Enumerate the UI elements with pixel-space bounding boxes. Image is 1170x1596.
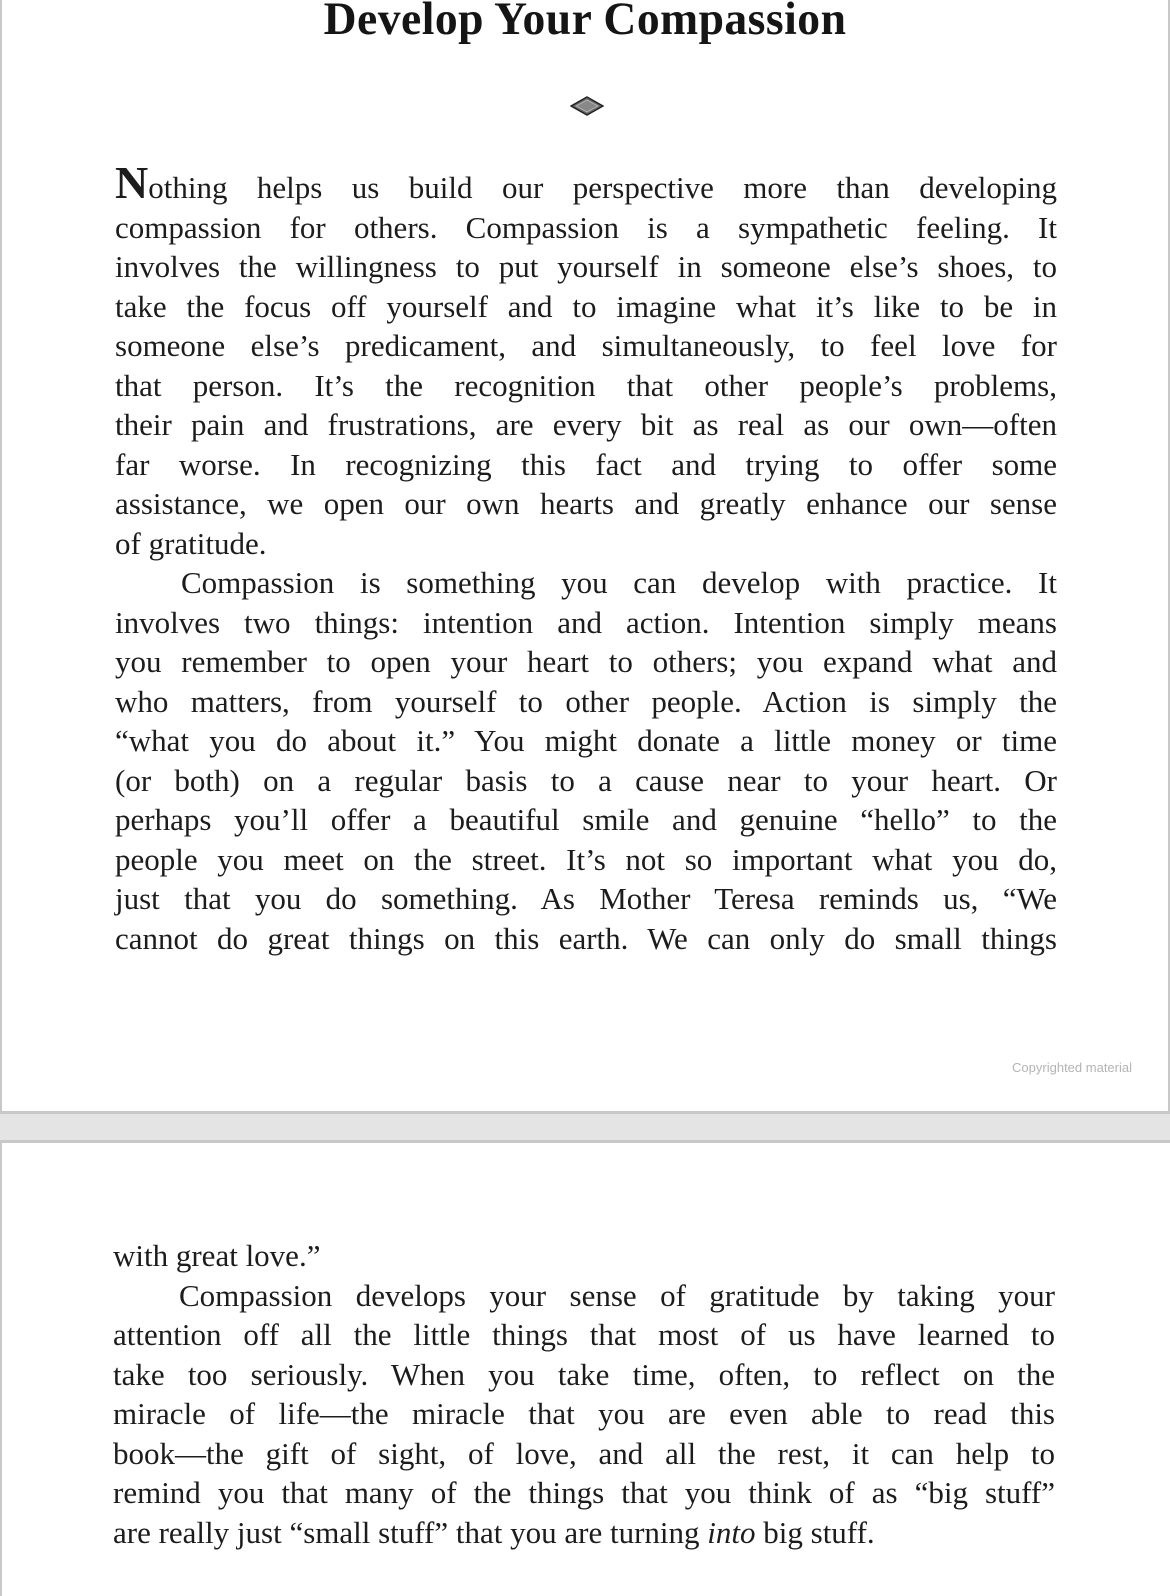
text-span: big stuff.: [755, 1514, 875, 1550]
text-line: who matters, from yourself to other people. Action is simply the: [115, 683, 1057, 719]
text-line: “what you do about it.” You might donate a little money or time: [115, 723, 1057, 758]
drop-cap: N: [115, 157, 149, 208]
text-line: book—the gift of sight, of love, and all the rest, it can help to: [113, 1435, 1055, 1471]
copyright-watermark: Copyrighted material: [1012, 1060, 1132, 1075]
text-line: Compassion is something you can develop with practice. It: [181, 565, 1057, 600]
text-line-final: [113, 1513, 1055, 1553]
text-line: of gratitude.: [115, 525, 267, 561]
diamond-ornament-icon: [570, 96, 604, 116]
text-line: cannot do great things on this earth. We can only do small things: [115, 920, 1057, 956]
text-line: perhaps you’ll offer a beautiful smile and genuine “hello” to the: [115, 802, 1057, 837]
italic-emphasis: into: [707, 1514, 756, 1550]
text-span: are really just “small stuff” that you are turning: [113, 1514, 708, 1550]
text-line: involves two things: intention and action. Intention simply means: [115, 604, 1057, 640]
text-line: far worse. In recognizing this fact and trying to offer some: [115, 446, 1057, 482]
text-line: their pain and frustrations, are every bit as real as our own—often: [115, 407, 1057, 442]
page2-body: [113, 1236, 1055, 1552]
text-line: take too seriously. When you take time, often, to reflect on the: [113, 1356, 1055, 1392]
text-line: take the focus off yourself and to imagine what it’s like to be in: [115, 288, 1057, 324]
text-line: someone else’s predicament, and simultaneously, to feel love for: [115, 328, 1057, 363]
first-line-text: othing helps us build our perspective more than developing: [148, 170, 1057, 205]
page1-body: [115, 157, 1057, 958]
text-line: Compassion develops your sense of gratitude by taking your: [179, 1277, 1055, 1313]
text-line: remind you that many of the things that you think of as “big stuff”: [113, 1475, 1055, 1510]
text-line: attention off all the little things that most of us have learned to: [113, 1317, 1055, 1352]
text-line: with great love.”: [113, 1238, 321, 1273]
text-line: that person. It’s the recognition that other people’s problems,: [115, 367, 1057, 403]
text-line: just that you do something. As Mother Teresa reminds us, “We: [115, 881, 1057, 916]
paragraph-1-first-line: [115, 157, 1057, 208]
text-line: involves the willingness to put yourself in someone else’s shoes, to: [115, 249, 1057, 284]
text-line: (or both) on a regular basis to a cause near to your heart. Or: [115, 762, 1057, 798]
text-line: assistance, we open our own hearts and greatly enhance our sense: [115, 486, 1057, 521]
text-line: compassion for others. Compassion is a sympathetic feeling. It: [115, 209, 1057, 245]
text-line: miracle of life—the miracle that you are even able to read this: [113, 1396, 1055, 1431]
text-line: people you meet on the street. It’s not so important what you do,: [115, 841, 1057, 877]
text-line: you remember to open your heart to others; you expand what and: [115, 644, 1057, 679]
chapter-title: Develop Your Compassion: [323, 0, 847, 45]
